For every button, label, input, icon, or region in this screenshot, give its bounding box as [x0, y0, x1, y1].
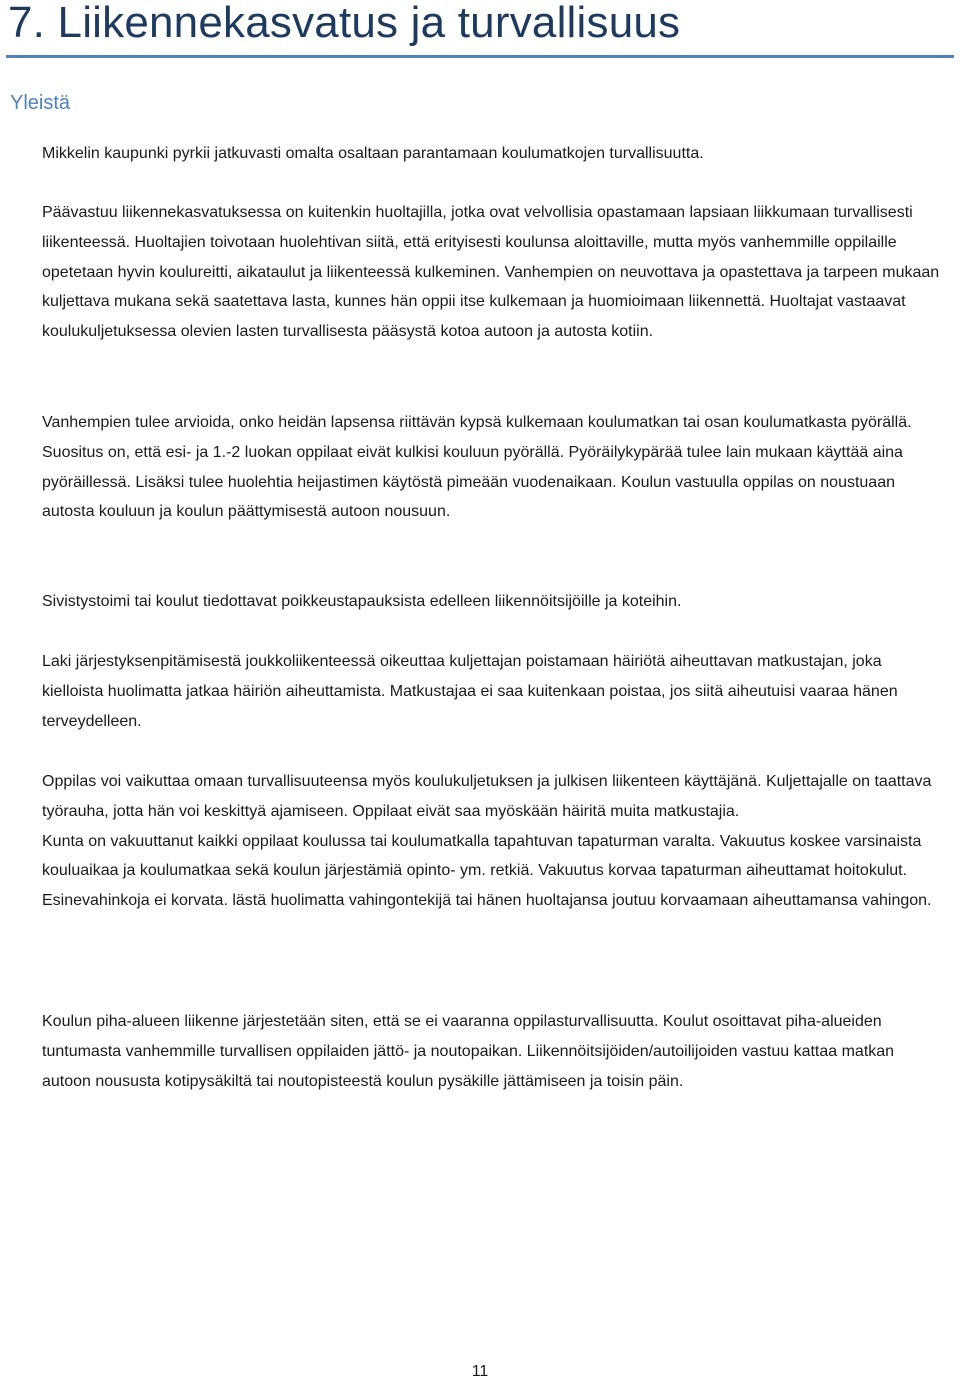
page-number: 11	[471, 1363, 489, 1380]
paragraph-5: Laki järjestyksenpitämisestä joukkoliikenteessä oikeuttaa kuljettajan poistamaan häiriötä aiheuttavan matkustajan, joka kielloista huolimatta jatkaa häiriön aiheuttamista. Matkustajaa ei saa kuitenkaan poistaa, jos siitä aiheutuisi vaaraa hänen terveydelleen.	[42, 653, 898, 730]
paragraph-2: Päävastuu liikennekasvatuksessa on kuitenkin huoltajilla, jotka ovat velvollisia opastamaan lapsiaan liikkumaan turvallisesti liikenteessä. Huoltajien toivotaan huolehtivan siitä, että erityisesti koulunsa aloittaville, mutta myös vanhemmille oppilaille opetetaan hyvin koulureitti, aikataulut ja liikenteessä kulkeminen. Vanhempien on neuvottava ja opastettava ja tarpeen mukaan kuljettava mukana sekä saatettava lasta, kunnes hän oppii itse kulkemaan ja huomioimaan liikennettä. Huoltajat vastaavat koulukuljetuksessa olevien lasten turvallisesta pääsystä kotoa autoon ja autosta kotiin.	[42, 204, 940, 341]
paragraph-3: Vanhempien tulee arvioida, onko heidän lapsensa riittävän kypsä kulkemaan koulumatkan tai osan koulumatkasta pyörällä. Suositus on, että esi- ja 1.-2 luokan oppilaat eivät kulkisi kouluun pyörällä. Pyöräilykypärää tulee lain mukaan käyttää aina pyöräillessä. Lisäksi tulee huolehtia heijastimen käytöstä pimeään vuodenaikaan. Koulun vastuulla oppilas on noustuaan autosta kouluun ja koulun päättymisestä autoon nousuun.	[42, 414, 912, 521]
paragraph-4: Sivistystoimi tai koulut tiedottavat poikkeustapauksista edelleen liikennöitsijöille ja koteihin.	[42, 593, 682, 610]
title-underline	[6, 55, 954, 58]
chapter-title: 7. Liikennekasvatus ja turvallisuus	[8, 0, 681, 47]
paragraph-6: Oppilas voi vaikuttaa omaan turvallisuuteensa myös koulukuljetuksen ja julkisen liikenteen käyttäjänä. Kuljettajalle on taattava työrauha, jotta hän voi keskittyä ajamiseen. Oppilaat eivät saa myöskään häiritä muita matkustajia. Kunta on vakuuttanut kaikki oppilaat koulussa tai koulumatkalla tapahtuvan tapaturman varalta. Vakuutus koskee varsinaista kouluaikaa ja koulumatkaa sekä koulun järjestämiä opinto- ym. retkiä. Vakuutus korvaa tapaturman aiheuttamat hoitokulut. Esinevahinkoja ei korvata. lästä huolimatta vahingontekijä tai hänen huoltajansa joutuu korvaamaan aiheuttamansa vahingon.	[42, 773, 932, 910]
paragraph-7: Koulun piha-alueen liikenne järjestetään siten, että se ei vaaranna oppilasturvallisuutta. Koulut osoittavat piha-alueiden tuntumasta vanhemmille turvallisen oppilaiden jättö- ja noutopaikan. Liikennöitsijöiden/autoilijoiden vastuu kattaa matkan autoon noususta kotipysäkiltä tai noutopisteestä koulun pysäkille jättämiseen ja toisin päin.	[42, 1013, 895, 1090]
section-heading: Yleistä	[10, 92, 71, 114]
paragraph-1: Mikkelin kaupunki pyrkii jatkuvasti omalta osaltaan parantamaan koulumatkojen turvallisuutta.	[42, 145, 704, 162]
